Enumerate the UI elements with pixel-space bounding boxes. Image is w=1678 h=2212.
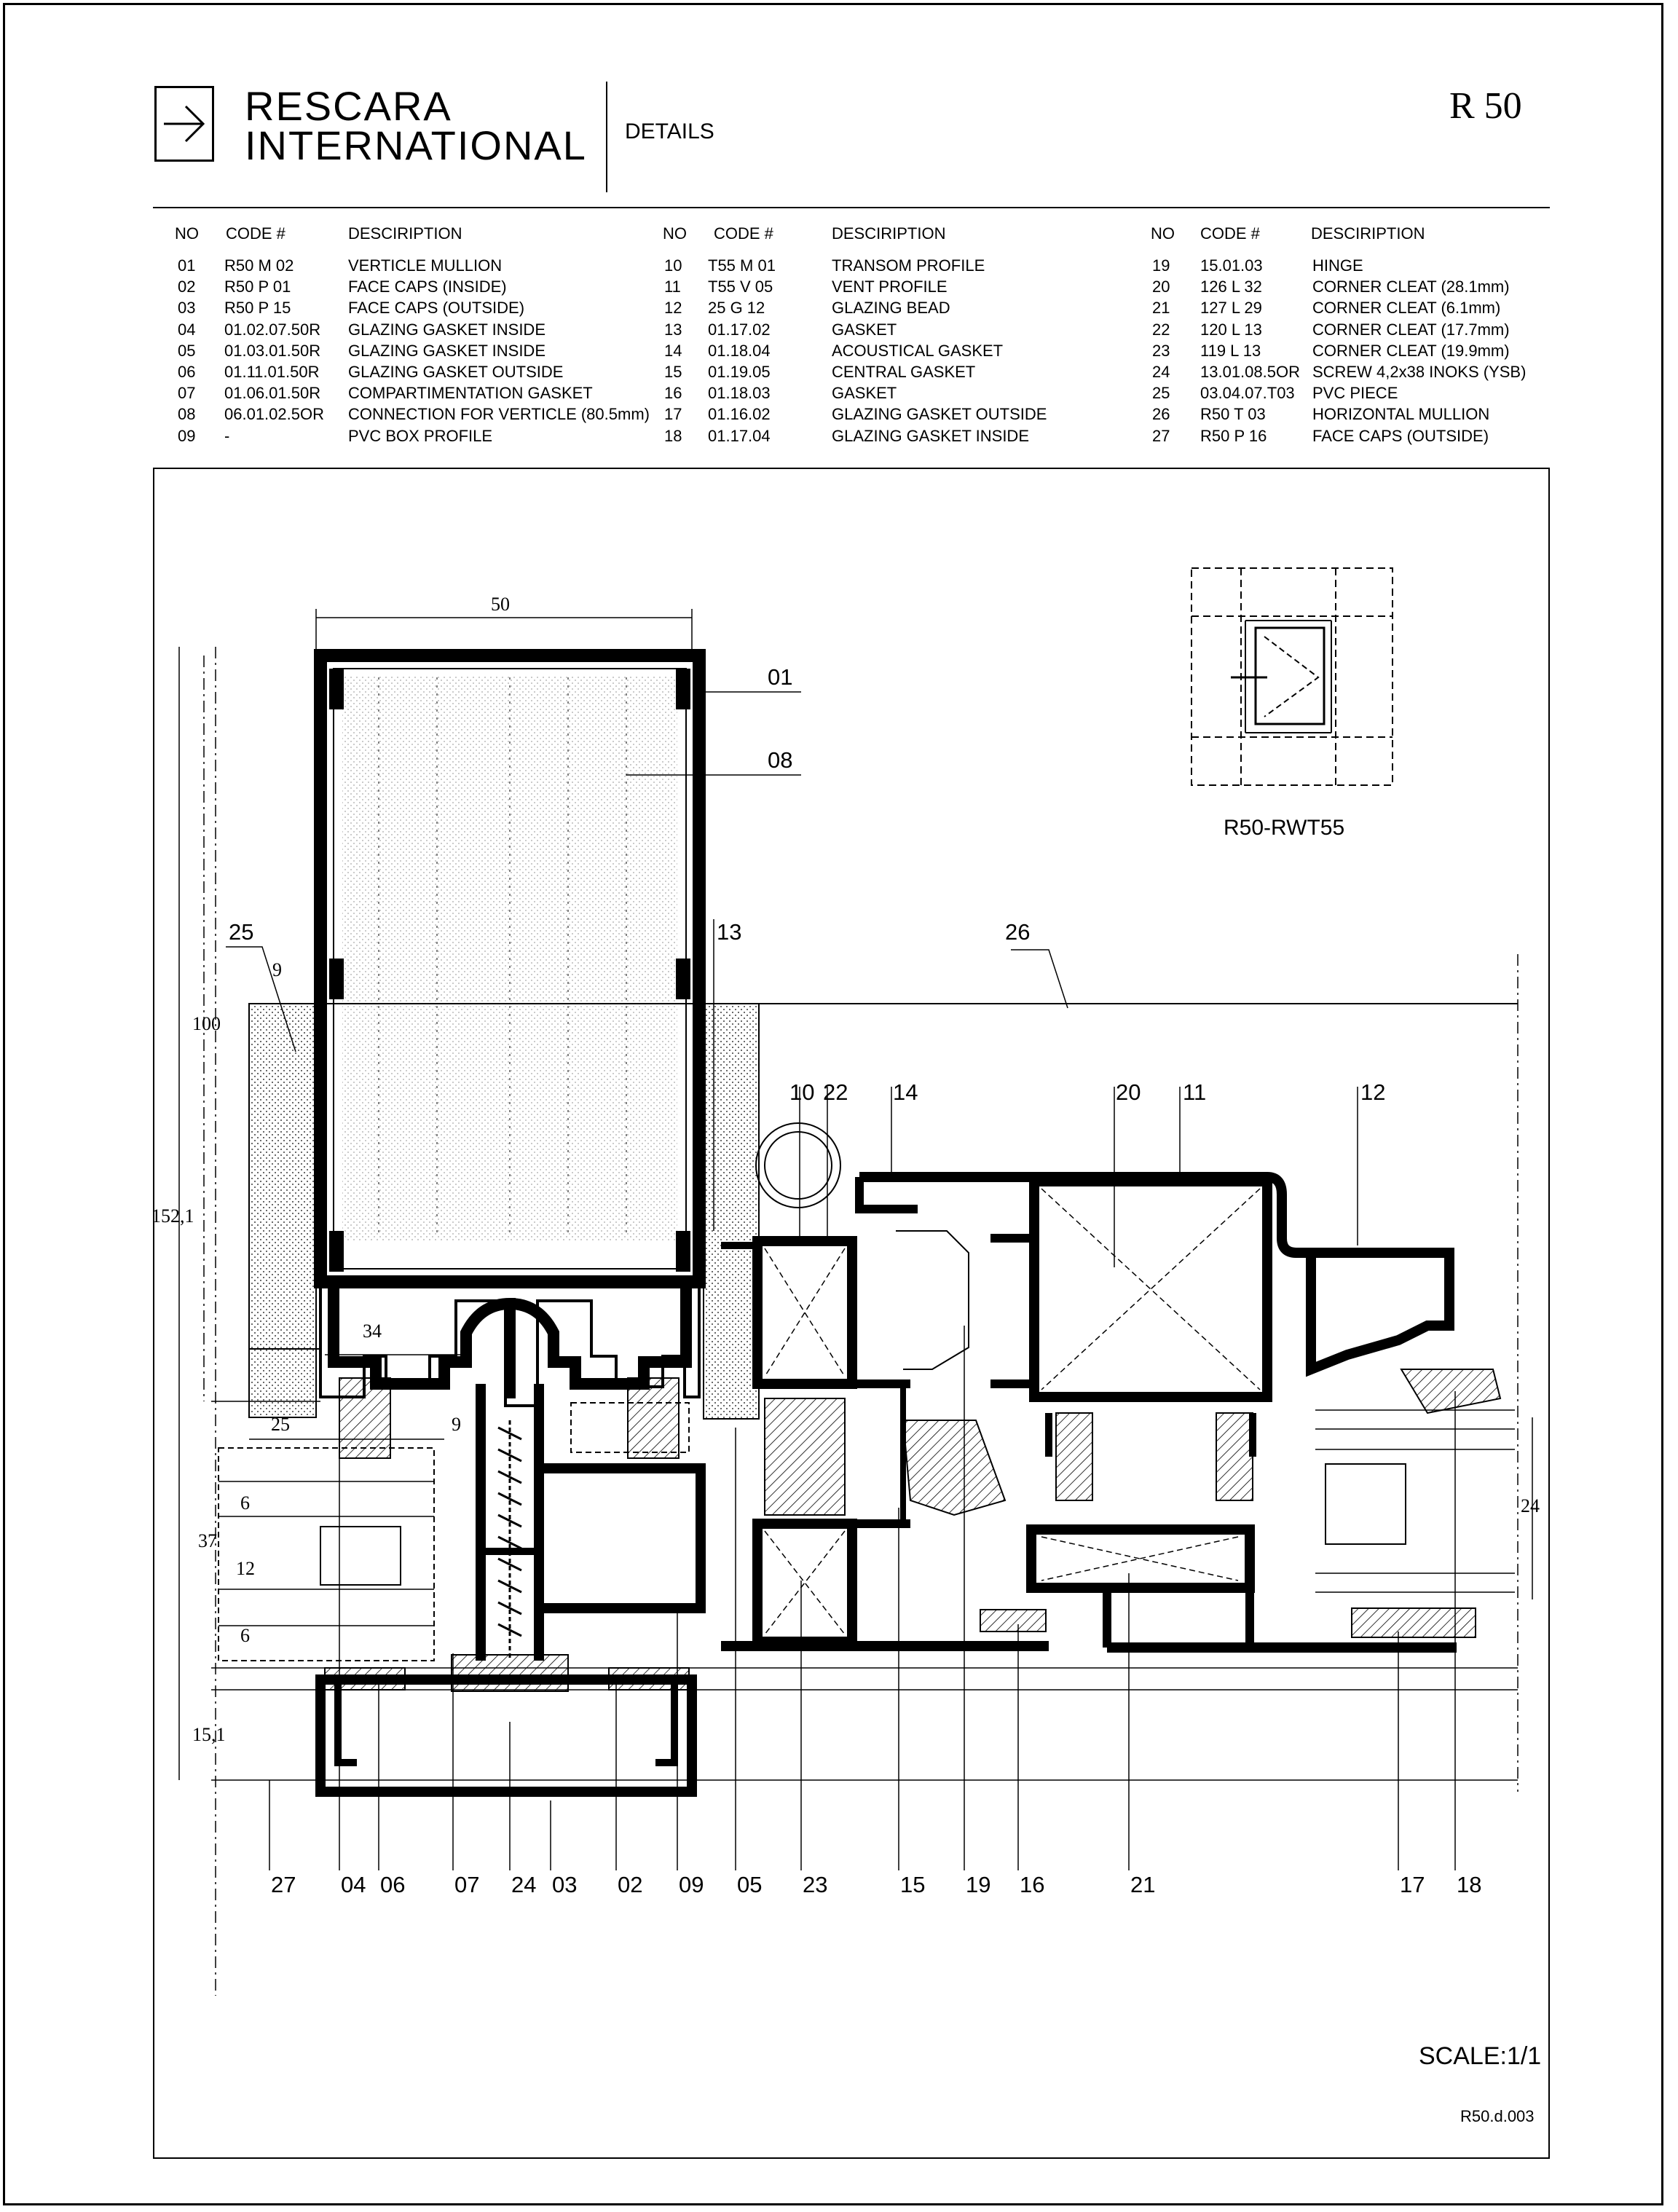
dim-label: 6 bbox=[240, 1492, 250, 1514]
legend-no-cell: 01 bbox=[178, 256, 196, 275]
legend-no-cell: 03 bbox=[178, 299, 196, 318]
legend-desc-cell: VERTICLE MULLION bbox=[348, 256, 503, 275]
brand-line-1: RESCARA bbox=[245, 83, 452, 129]
transom-profile bbox=[721, 1241, 1049, 1646]
legend-code-cell: R50 T 03 bbox=[1200, 405, 1266, 424]
legend-header-desc: DESCIRIPTION bbox=[832, 224, 946, 243]
legend-code-cell: 120 L 13 bbox=[1200, 320, 1262, 339]
legend-desc-cell: HINGE bbox=[1312, 256, 1363, 275]
legend-code-cell: R50 P 15 bbox=[224, 299, 291, 318]
dim-label: 152,1 bbox=[151, 1205, 194, 1227]
legend-no-cell: 23 bbox=[1152, 341, 1170, 360]
legend-code-cell: T55 M 01 bbox=[708, 256, 776, 275]
callout-label: 06 bbox=[380, 1872, 406, 1897]
legend-desc-cell: FACE CAPS (INSIDE) bbox=[348, 278, 507, 296]
legend-code-cell: 01.17.02 bbox=[708, 320, 771, 339]
callout-label: 13 bbox=[717, 919, 742, 945]
brand-line-2: INTERNATIONAL bbox=[245, 122, 587, 168]
pvc-box-profile bbox=[539, 1468, 701, 1608]
legend-code-cell: 127 L 29 bbox=[1200, 299, 1262, 318]
callout-label: 09 bbox=[679, 1872, 704, 1897]
legend-code-cell: R50 P 16 bbox=[1200, 426, 1267, 445]
section-title: DETAILS bbox=[625, 119, 714, 143]
callout-label: 04 bbox=[341, 1872, 366, 1897]
dim-label: 25 bbox=[271, 1414, 290, 1435]
dim-label: 24 bbox=[1521, 1495, 1540, 1516]
scale-label: SCALE:1/1 bbox=[1419, 2042, 1542, 2070]
legend-no-cell: 08 bbox=[178, 405, 196, 424]
legend-desc-cell: TRANSOM PROFILE bbox=[832, 256, 985, 275]
legend-no-cell: 24 bbox=[1152, 362, 1170, 381]
legend-desc-cell: FACE CAPS (OUTSIDE) bbox=[348, 299, 525, 318]
legend-desc-cell: GLAZING GASKET INSIDE bbox=[348, 341, 545, 360]
legend-code-cell: 25 G 12 bbox=[708, 299, 765, 318]
legend-desc-cell: ACOUSTICAL GASKET bbox=[832, 341, 1004, 360]
legend-code-cell: - bbox=[224, 426, 230, 445]
vent-profile bbox=[859, 1177, 1457, 1648]
dim-label: 34 bbox=[363, 1320, 382, 1342]
callout-label: 27 bbox=[271, 1872, 296, 1897]
legend-header-code: CODE # bbox=[226, 224, 285, 243]
legend-no-cell: 11 bbox=[664, 278, 681, 296]
legend-no-cell: 25 bbox=[1152, 384, 1170, 403]
legend-no-cell: 26 bbox=[1152, 405, 1170, 424]
legend-desc-cell: CONNECTION FOR VERTICLE (80.5mm) bbox=[348, 405, 650, 424]
callout-label: 12 bbox=[1360, 1079, 1386, 1105]
legend-code-cell: 01.18.03 bbox=[708, 384, 771, 403]
callout-label: 21 bbox=[1130, 1872, 1156, 1897]
legend-code-cell: 01.03.01.50R bbox=[224, 341, 321, 360]
dim-label: 9 bbox=[452, 1414, 461, 1435]
legend-no-cell: 20 bbox=[1152, 278, 1170, 296]
glazing-right bbox=[1315, 1410, 1515, 1637]
callout-label: 16 bbox=[1020, 1872, 1045, 1897]
legend-header-desc: DESCIRIPTION bbox=[348, 224, 462, 243]
elevation-key-caption: R50-RWT55 bbox=[1224, 816, 1345, 840]
callout-label: 01 bbox=[768, 664, 793, 690]
callout-label: 17 bbox=[1400, 1872, 1425, 1897]
legend-code-cell: 01.16.02 bbox=[708, 405, 771, 424]
dim-label: 100 bbox=[192, 1013, 221, 1034]
legend-desc-cell: COMPARTIMENTATION GASKET bbox=[348, 384, 593, 403]
legend-desc-cell: GLAZING GASKET INSIDE bbox=[832, 426, 1029, 445]
callout-label: 03 bbox=[552, 1872, 578, 1897]
legend-no-cell: 21 bbox=[1152, 299, 1170, 318]
model-title: R 50 bbox=[1449, 85, 1522, 127]
callout-label: 24 bbox=[511, 1872, 537, 1897]
callout-label: 15 bbox=[900, 1872, 926, 1897]
legend-code-cell: 119 L 13 bbox=[1200, 341, 1261, 360]
callout-label: 22 bbox=[823, 1079, 848, 1105]
legend-desc-cell: GASKET bbox=[832, 384, 897, 403]
legend-no-cell: 19 bbox=[1152, 256, 1170, 275]
legend-no-cell: 06 bbox=[178, 362, 196, 381]
legend-code-cell: 13.01.08.5OR bbox=[1200, 362, 1300, 381]
legend-code-cell: 126 L 32 bbox=[1200, 278, 1262, 296]
legend-code-cell: 01.11.01.50R bbox=[224, 362, 320, 381]
legend-no-cell: 10 bbox=[664, 256, 682, 275]
callout-label: 14 bbox=[893, 1079, 918, 1105]
legend-header-no: NO bbox=[1151, 224, 1175, 243]
vertical-mullion bbox=[320, 656, 699, 1661]
legend-no-cell: 07 bbox=[178, 384, 196, 403]
pvc-piece bbox=[249, 1004, 316, 1417]
legend-desc-cell: GASKET bbox=[832, 320, 897, 339]
callout-label: 26 bbox=[1005, 919, 1031, 945]
legend-header-desc: DESCIRIPTION bbox=[1311, 224, 1425, 243]
callout-label: 05 bbox=[737, 1872, 763, 1897]
legend-code-cell: 06.01.02.5OR bbox=[224, 405, 324, 424]
callout-label: 02 bbox=[618, 1872, 643, 1897]
elevation-key bbox=[1191, 568, 1393, 785]
legend-desc-cell: FACE CAPS (OUTSIDE) bbox=[1312, 426, 1489, 445]
legend-desc-cell: CENTRAL GASKET bbox=[832, 362, 976, 381]
legend-code-cell: 01.17.04 bbox=[708, 426, 771, 445]
legend-no-cell: 15 bbox=[664, 362, 682, 381]
legend-no-cell: 09 bbox=[178, 426, 196, 445]
legend-code-cell: 15.01.03 bbox=[1200, 256, 1263, 275]
dim-label: 12 bbox=[236, 1558, 255, 1579]
legend-desc-cell: VENT PROFILE bbox=[832, 278, 948, 296]
legend-code-cell: 01.18.04 bbox=[708, 341, 771, 360]
legend-code-cell: R50 P 01 bbox=[224, 278, 291, 296]
gasket-16 bbox=[980, 1610, 1046, 1632]
dim-label: 15,1 bbox=[192, 1724, 226, 1745]
callout-label: 11 bbox=[1183, 1079, 1207, 1105]
legend-no-cell: 18 bbox=[664, 426, 682, 445]
legend-no-cell: 05 bbox=[178, 341, 196, 360]
callout-label: 20 bbox=[1116, 1079, 1141, 1105]
legend-header-code: CODE # bbox=[714, 224, 773, 243]
legend-desc-cell: PVC BOX PROFILE bbox=[348, 426, 493, 445]
glazing-left bbox=[218, 1448, 434, 1661]
legend-no-cell: 16 bbox=[664, 384, 682, 403]
legend-code-cell: T55 V 05 bbox=[708, 278, 773, 296]
legend-desc-cell: CORNER CLEAT (6.1mm) bbox=[1312, 299, 1501, 318]
legend-desc-cell: GLAZING GASKET OUTSIDE bbox=[348, 362, 564, 381]
legend-desc-cell: GLAZING GASKET INSIDE bbox=[348, 320, 545, 339]
dim-label: 50 bbox=[491, 594, 510, 615]
callout-label: 08 bbox=[768, 747, 793, 773]
legend-no-cell: 02 bbox=[178, 278, 196, 296]
legend-desc-cell: HORIZONTAL MULLION bbox=[1312, 405, 1490, 424]
legend-code-cell: 01.06.01.50R bbox=[224, 384, 321, 403]
callout-label: 25 bbox=[229, 919, 254, 945]
legend-no-cell: 14 bbox=[664, 341, 682, 360]
legend-code-cell: 01.02.07.50R bbox=[224, 320, 321, 339]
legend-no-cell: 12 bbox=[664, 299, 682, 318]
legend-no-cell: 17 bbox=[664, 405, 682, 424]
legend-desc-cell: CORNER CLEAT (28.1mm) bbox=[1312, 278, 1510, 296]
drawing-code: R50.d.003 bbox=[1460, 2107, 1535, 2125]
dim-label: 6 bbox=[240, 1625, 250, 1646]
legend-no-cell: 27 bbox=[1152, 426, 1170, 445]
legend-desc-cell: CORNER CLEAT (17.7mm) bbox=[1312, 320, 1510, 339]
dim-label: 37 bbox=[198, 1530, 217, 1551]
legend-header-code: CODE # bbox=[1200, 224, 1260, 243]
legend-desc-cell: SCREW 4,2x38 INOKS (YSB) bbox=[1312, 362, 1527, 381]
legend-no-cell: 22 bbox=[1152, 320, 1170, 339]
callout-label: 07 bbox=[454, 1872, 480, 1897]
legend-code-cell: 03.04.07.T03 bbox=[1200, 384, 1295, 403]
legend-no-cell: 13 bbox=[664, 320, 682, 339]
legend-desc-cell: CORNER CLEAT (19.9mm) bbox=[1312, 341, 1510, 360]
legend-code-cell: 01.19.05 bbox=[708, 362, 771, 381]
legend-header-no: NO bbox=[663, 224, 687, 243]
glazing-bead bbox=[1311, 1253, 1500, 1413]
face-caps bbox=[320, 1655, 692, 1792]
legend-desc-cell: PVC PIECE bbox=[1312, 384, 1398, 403]
dim-label: 9 bbox=[272, 959, 282, 980]
legend-header-no: NO bbox=[175, 224, 199, 243]
gasket-13 bbox=[704, 1004, 759, 1419]
legend-no-cell: 04 bbox=[178, 320, 196, 339]
callout-label: 19 bbox=[966, 1872, 991, 1897]
callout-label: 23 bbox=[803, 1872, 828, 1897]
legend-desc-cell: GLAZING GASKET OUTSIDE bbox=[832, 405, 1047, 424]
callout-label: 18 bbox=[1457, 1872, 1482, 1897]
callout-label: 10 bbox=[789, 1079, 815, 1105]
legend-desc-cell: GLAZING BEAD bbox=[832, 299, 950, 318]
legend-code-cell: R50 M 02 bbox=[224, 256, 294, 275]
